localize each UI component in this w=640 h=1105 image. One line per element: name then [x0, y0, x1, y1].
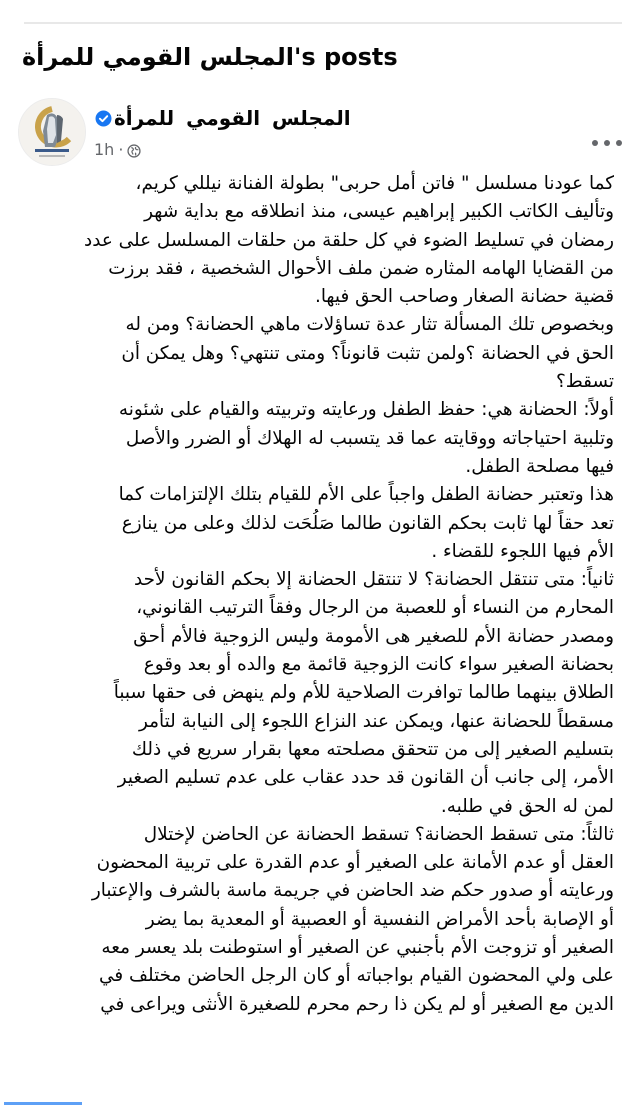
post-line: الطلاق بينهما طالما توافرت الصلاحية للأم ولم ينهض فى حقها سبباً — [113, 682, 614, 704]
post-line: كما عودنا مسلسل " فاتن أمل حربى" بطولة الفنانة نيللي كريم، — [135, 173, 614, 194]
post-line: ومصدر حضانة الأم للصغير هى الأمومة وليس الزوجية فالأم أحق — [133, 625, 614, 647]
page-title: المجلس القومي للمرأة's posts — [22, 43, 398, 71]
post-line: الدين مع الصغير أو لم يكن ذا رحم محرم للصغيرة الأنثى ويراعى في — [100, 993, 614, 1015]
more-horizontal-icon — [592, 140, 598, 146]
post-line: هذا وتعتبر حضانة الطفل واجباً على الأم للقيام بتلك الإلتزامات كما — [118, 484, 614, 506]
author-name[interactable]: المجلس القومي للمرأة — [114, 106, 351, 130]
post-line: ثانياً: متى تنتقل الحضانة؟ لا تنتقل الحضانة إلا بحكم القانون لأحد — [134, 569, 614, 591]
post-line: مسقطاً للحضانة عنها، ويمكن عند النزاع اللجوء إلى النيابة لتأمر — [139, 710, 614, 732]
verified-badge-icon — [95, 110, 112, 127]
post-line: العقل أو عدم الأمانة على الصغير أو عدم القدرة على تربية المحضون — [96, 852, 614, 874]
more-horizontal-icon — [616, 140, 622, 146]
post-line: وتلبية احتياجاته ووقايته عما قد يتسبب له الهلاك أو الضرر والأصل — [125, 427, 614, 449]
post-line: ورعايته أو صدور حكم ضد الحاضن في جريمة ماسة بالشرف والإعتبار — [91, 880, 614, 902]
post-line: تسقط؟ — [555, 371, 614, 393]
post-line: بحضانة الصغير سواء كانت الزوجية قائمة مع والده أو بعد وقوع — [143, 654, 614, 676]
post-line: الأم فيها اللجوء للقضاء . — [431, 540, 614, 562]
post-meta — [94, 140, 141, 159]
post-line: لمن له الحق في طلبه. — [440, 795, 614, 817]
author-row — [95, 106, 351, 130]
post-timestamp[interactable]: 1h — [94, 140, 115, 159]
post-line: أو الإصابة بأحد الأمراض النفسية أو العصبية أو المعدية بما يضر — [145, 908, 614, 930]
post-line: وتأليف الكاتب الكبير إبراهيم عيسى، منذ انطلاقه مع بداية شهر — [144, 201, 614, 223]
more-options-button[interactable] — [592, 135, 622, 151]
post-line: المحارم من النساء أو للعصبة من الرجال وفقاً الترتيب القانوني، — [136, 597, 614, 619]
post-line: على ولي المحضون القيام بواجباته أو كان الرجل الحاضن مختلف في — [99, 965, 614, 987]
post-line: ثالثاً: متى تسقط الحضانة؟ تسقط الحضانة عن الحاضن لإختلال — [143, 823, 614, 845]
post-line: أولاً: الحضانة هي: حفظ الطفل ورعايته وتربيته والقيام على شئونه — [118, 399, 614, 421]
meta-separator: · — [118, 140, 124, 159]
post-line: الحق في الحضانة ؟ولمن تثبت قانوناً؟ ومتى تنتهي؟ وهل يمكن أن — [121, 342, 614, 364]
post-line: من القضايا الهامه المثاره ضمن ملف الأحوال الشخصية ، فقد برزت — [108, 257, 614, 279]
post-line: الصغير أو تزوجت الأم بأجنبي عن الصغير أو استوطنت بلد يعسر معه — [101, 937, 614, 959]
post-line: تعد حقاً لها ثابت بحكم القانون طالما صَلُحَت لذلك وعلى من ينازع — [121, 512, 614, 534]
post-text — [26, 170, 614, 1019]
top-divider — [24, 22, 622, 24]
post-line: بتسليم الصغير إلى من تتحقق مصلحته معها بقرار سريع في ذلك — [131, 738, 614, 760]
more-horizontal-icon — [604, 140, 610, 146]
avatar[interactable] — [18, 98, 86, 166]
post-line: قضية حضانة الصغار وصاحب الحق فيها. — [314, 286, 614, 308]
post-line: الأمر، إلى جانب أن القانون قد حدد عقاب على عدم تسليم الصغير — [117, 767, 614, 789]
post-line: فيها مصلحة الطفل. — [465, 455, 614, 477]
post-line: رمضان في تسليط الضوء في كل حلقة من حلقات المسلسل على عدد — [84, 229, 614, 251]
post-header — [16, 98, 626, 168]
council-logo-icon — [19, 99, 85, 165]
globe-icon[interactable] — [127, 143, 141, 157]
post-line: وبخصوص تلك المسألة تثار عدة تساؤلات ماهي الحضانة؟ ومن له — [125, 314, 614, 336]
